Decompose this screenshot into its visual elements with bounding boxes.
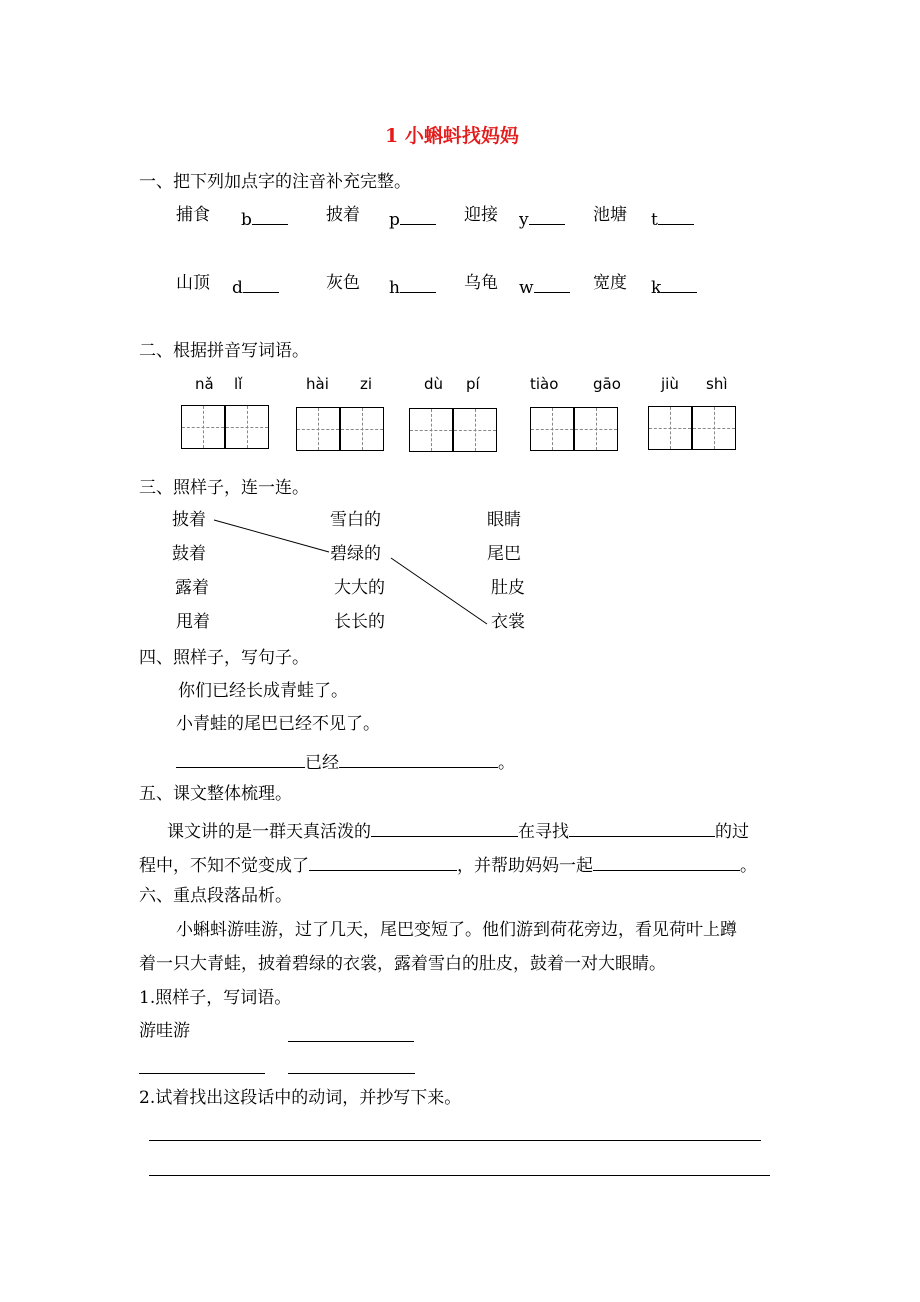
match-item[interactable]: 碧绿的 [330,544,381,564]
summary-text: 的过 [715,822,749,842]
section5-heading: 五、课文整体梳理。 [139,784,292,804]
word: 乌龟 [464,273,498,293]
answer-blank[interactable] [176,750,305,768]
match-item[interactable]: 甩着 [176,612,210,632]
word: 池塘 [593,205,627,225]
sentence-fill [176,750,515,772]
match-item[interactable]: 鼓着 [172,544,206,564]
passage-line: 小蝌蚪游哇游，过了几天，尾巴变短了。他们游到荷花旁边，看见荷叶上蹲 [176,920,737,940]
summary-text: 程中，不知不觉变成了 [139,856,309,876]
match-item[interactable]: 长长的 [334,612,385,632]
pinyin: hài [306,375,329,393]
summary-text: ，并帮助妈妈一起 [457,856,593,876]
summary-text: 在寻找 [518,822,569,842]
question-1: 1.照样子，写词语。 [139,988,292,1008]
match-item[interactable]: 衣裳 [491,612,525,632]
initial: y [519,210,529,230]
section3-heading: 三、照样子，连一连。 [139,478,309,498]
blank-middle: 已经 [305,753,339,773]
match-item[interactable]: 大大的 [334,578,385,598]
blank-end: 。 [498,753,515,773]
match-item[interactable]: 尾巴 [487,544,521,564]
word: 迎接 [464,205,498,225]
summary-text: 。 [740,856,757,876]
answer-blank[interactable] [339,750,498,768]
answer-line[interactable] [288,1041,414,1042]
answer-line[interactable] [139,1073,265,1074]
word: 宽度 [593,273,627,293]
section2-heading: 二、根据拼音写词语。 [139,341,309,361]
word: 捕食 [176,205,210,225]
section1-heading: 一、把下列加点字的注音补充完整。 [139,172,411,192]
word: 灰色 [326,273,360,293]
initial: p [389,210,400,230]
initial: d [232,278,243,298]
match-item[interactable]: 眼睛 [487,510,521,530]
word: 披着 [326,205,360,225]
connector-line-2 [391,558,487,624]
pinyin: zi [360,375,373,393]
passage-line: 着一只大青蛙，披着碧绿的衣裳，露着雪白的肚皮，鼓着一对大眼睛。 [139,954,666,974]
match-item[interactable]: 露着 [175,578,209,598]
example-sentence: 你们已经长成青蛙了。 [178,681,348,701]
answer-blank[interactable] [593,853,740,871]
pinyin: gāo [593,375,621,393]
question-2: 2.试着找出这段话中的动词，并抄写下来。 [139,1088,462,1108]
pinyin: jiù [661,375,679,393]
summary-text: 课文讲的是一群天真活泼的 [167,822,371,842]
pinyin: lǐ [234,375,243,393]
initial: b [241,210,252,230]
match-item[interactable]: 肚皮 [491,578,525,598]
answer-line[interactable] [288,1073,415,1074]
pinyin: shì [706,375,728,393]
pinyin: pí [466,375,480,393]
q1-example: 游哇游 [139,1021,190,1041]
summary-line-1 [167,819,749,841]
initial: k [651,278,662,298]
answer-blank[interactable] [569,819,715,837]
section4-heading: 四、照样子，写句子。 [139,648,309,668]
answer-blank[interactable] [371,819,518,837]
page-title: 1 小蝌蚪找妈妈 [385,125,519,147]
initial: t [651,210,658,230]
section6-heading: 六、重点段落品析。 [139,886,292,906]
example-sentence: 小青蛙的尾巴已经不见了。 [176,714,380,734]
answer-line[interactable] [149,1175,770,1176]
word: 山顶 [176,273,210,293]
pinyin: dù [424,375,444,393]
answer-line[interactable] [149,1140,761,1141]
answer-blank[interactable] [309,853,457,871]
pinyin: tiào [530,375,559,393]
pinyin: nǎ [195,375,214,393]
connector-line-1 [214,520,329,552]
initial: h [389,278,400,298]
summary-line-2 [139,853,757,875]
match-item[interactable]: 雪白的 [330,510,381,530]
initial: w [519,278,534,298]
match-item[interactable]: 披着 [172,510,206,530]
